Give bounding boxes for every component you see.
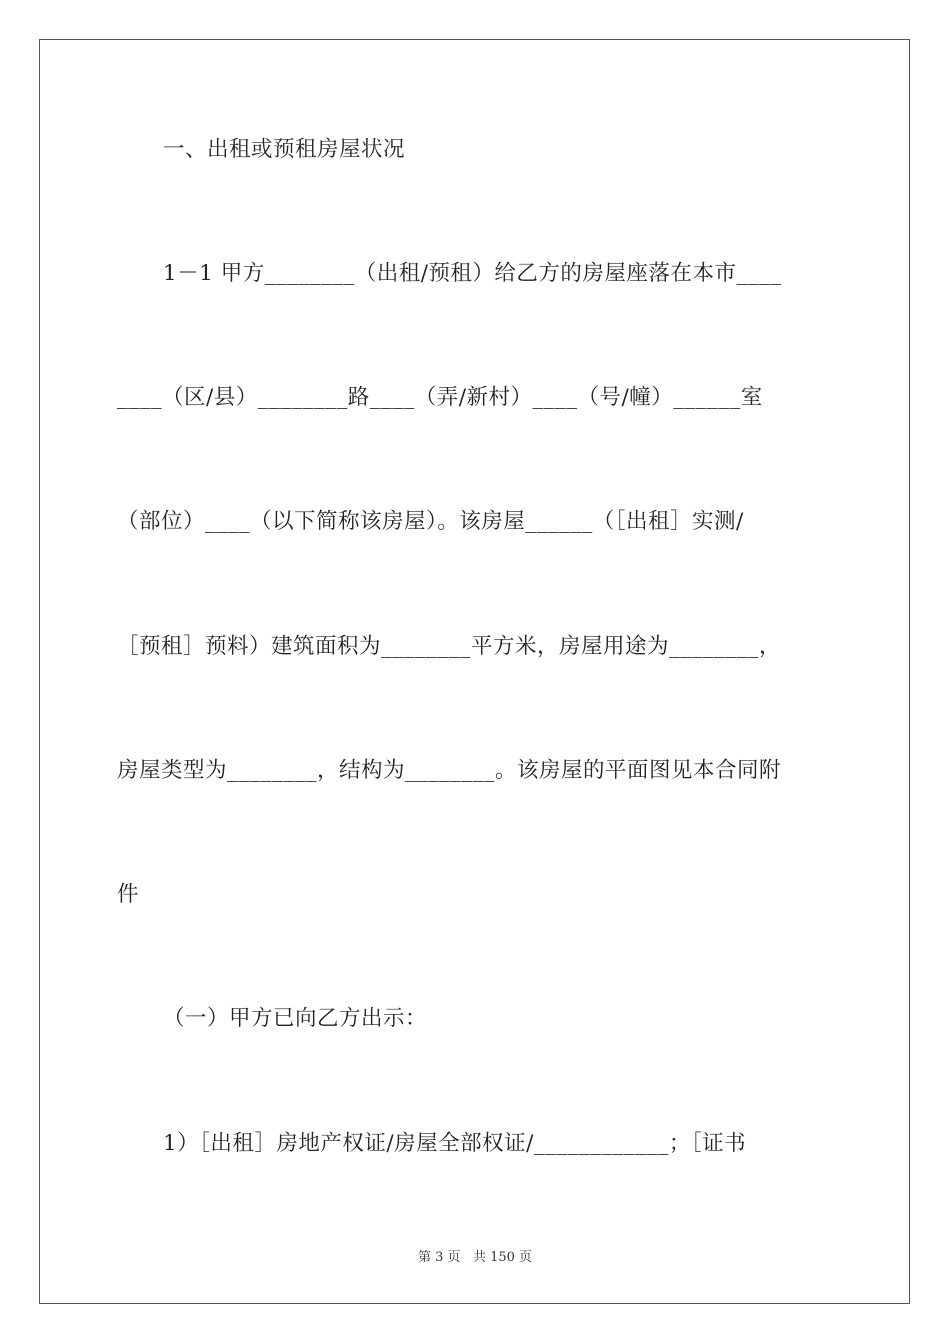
paragraph-line: 件 (117, 882, 140, 907)
paragraph-line: ____（区/县）________路____（弄/新村）____（号/幢）______室 (117, 385, 763, 410)
page-border (39, 39, 910, 1304)
paragraph-line: 房屋类型为________，结构为________。该房屋的平面图见本合同附 (117, 758, 782, 783)
page-number: 第 3 页 (417, 1250, 461, 1265)
page-footer (0, 1250, 950, 1266)
page-total: 共 150 页 (472, 1250, 533, 1265)
paragraph-line: 1）［出租］房地产权证/房屋全部权证/____________；［证书 (163, 1131, 747, 1156)
subsection-heading: （一）甲方已向乙方出示： (163, 1006, 428, 1031)
paragraph-line: 1－1 甲方________（出租/预租）给乙方的房屋座落在本市____ (163, 261, 782, 286)
paragraph-line: ［预租］预料）建筑面积为________平方米，房屋用途为________， (117, 634, 782, 659)
section-heading: 一、出租或预租房屋状况 (163, 137, 406, 162)
paragraph-line: （部位）____（以下简称该房屋）。该房屋______（［出租］实测/ (117, 509, 744, 534)
